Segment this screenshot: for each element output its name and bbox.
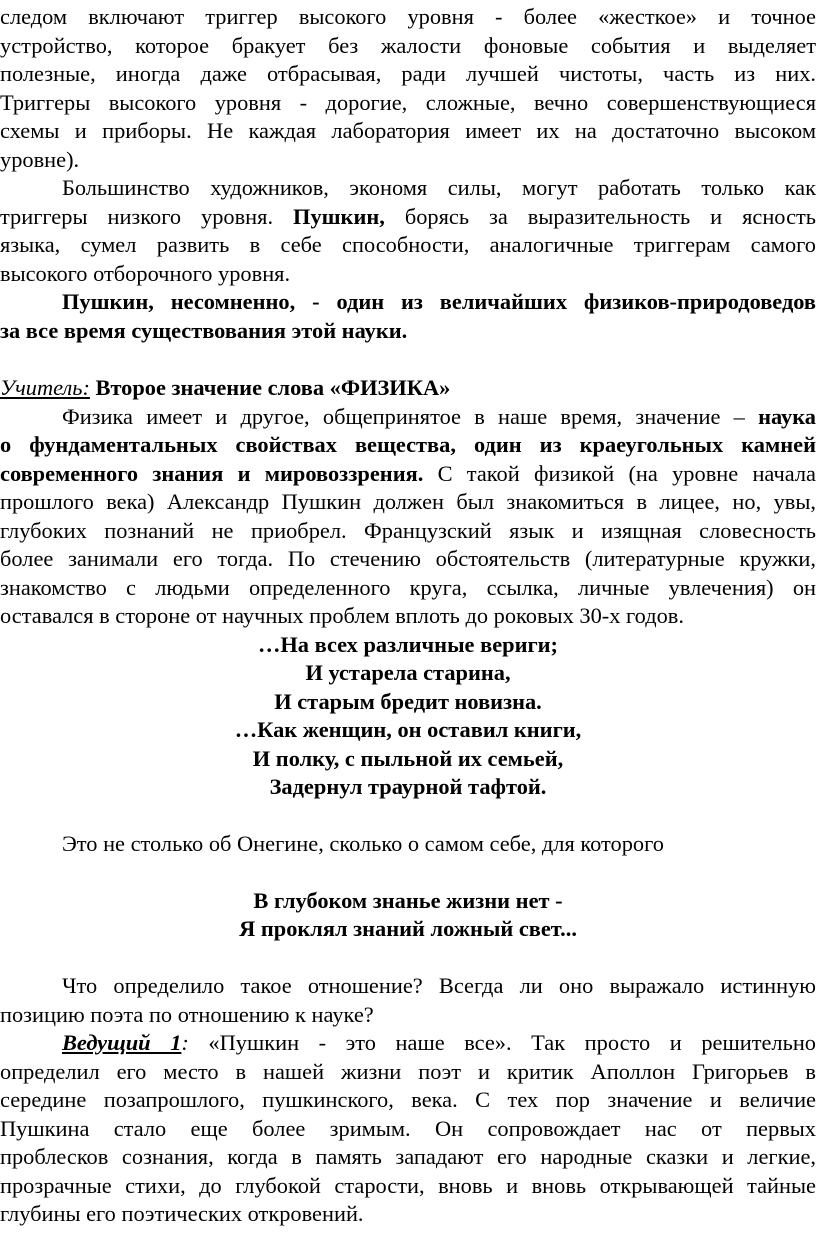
- paragraph-line: [0, 460, 816, 488]
- paragraph-line: устройство, которое бракует без жалости фоновые события и выделяет: [0, 33, 816, 58]
- paragraph-line: [62, 1029, 816, 1057]
- paragraph-line: позицию поэта по отношению к науке?: [0, 1002, 374, 1027]
- bold-statement-line: за все время существования этой науки.: [0, 318, 408, 343]
- paragraph-line: прошлого века) Александр Пушкин должен был знакомиться в лицее, но, увы,: [0, 489, 816, 514]
- bold-run: современного знания и мировоззрения.: [0, 461, 424, 486]
- paragraph-line: Пушкина стало еще более зримым. Он сопровождает нас от первых: [0, 1116, 816, 1141]
- poem-line: …На всех различные вериги;: [257, 632, 559, 657]
- paragraph-line: определил его место в нашей жизни поэт и критик Аполлон Григорьев в: [0, 1059, 816, 1084]
- paragraph-line: Это не столько об Онегине, сколько о самом себе, для которого: [62, 831, 664, 856]
- bold-statement-line: Пушкин, несомненно, - один из величайших физиков-природоведов: [62, 289, 816, 314]
- paragraph-line: Триггеры высокого уровня - дорогие, сложные, вечно совершенствующиеся: [0, 90, 816, 115]
- paragraph-line: прозрачные стихи, до глубокой старости, вновь и вновь открывающей тайные: [0, 1173, 816, 1198]
- paragraph-line: уровне).: [0, 147, 80, 172]
- bold-run: наука: [758, 404, 816, 429]
- paragraph-line: Что определило такое отношение? Всегда ли оно выражало истинную: [62, 973, 816, 998]
- poem-line: И полку, с пыльной их семьей,: [252, 746, 564, 771]
- paragraph-line: глубоких познаний не приобрел. Французский язык и изящная словесность: [0, 518, 816, 543]
- paragraph-line: о фундаментальных свойствах вещества, один из краеугольных камней: [0, 432, 816, 457]
- text-run: триггеры низкого уровня.: [0, 204, 294, 229]
- poem-line: В глубоком знанье жизни нет -: [253, 888, 563, 913]
- paragraph-line: проблесков сознания, когда в память западают его народные сказки и легкие,: [0, 1144, 816, 1169]
- speaker-label: Учитель:: [0, 375, 90, 400]
- bold-name: Пушкин,: [293, 204, 385, 229]
- poem-line: Я проклял знаний ложный свет...: [239, 916, 577, 941]
- paragraph-line: оставался в стороне от научных проблем вплоть до роковых 30-х годов.: [0, 603, 684, 628]
- paragraph-line: [0, 203, 816, 231]
- text-run: С такой физикой (на уровне начала: [423, 461, 816, 486]
- paragraph-line: Большинство художников, экономя силы, могут работать только как: [62, 175, 816, 200]
- paragraph-line: середине позапрошлого, пушкинского, века. С тех пор значение и величие: [0, 1087, 816, 1112]
- poem-line: И старым бредит новизна.: [274, 689, 542, 714]
- poem-line: Задернул траурной тафтой.: [269, 774, 547, 799]
- paragraph-line: полезные, иногда даже отбрасывая, ради лучшей чистоты, часть из них.: [0, 61, 816, 86]
- paragraph-line: языка, сумел развить в себе способности, аналогичные триггерам самого: [0, 232, 816, 257]
- paragraph-line: знакомство с людьми определенного круга, ссылка, личные увлечения) он: [0, 575, 816, 600]
- section-heading: [0, 374, 816, 402]
- paragraph-line: следом включают триггер высокого уровня - более «жесткое» и точное: [0, 4, 816, 29]
- speaker-label: Ведущий 1: [62, 1030, 182, 1055]
- poem-line: …Как женщин, он оставил книги,: [234, 717, 582, 742]
- paragraph-line: схемы и приборы. Не каждая лаборатория имеет их на достаточно высоком: [0, 118, 816, 143]
- text-run: «Пушкин - это наше все». Так просто и решительно: [188, 1030, 816, 1055]
- poem-line: И устарела старина,: [305, 660, 511, 685]
- paragraph-line: более занимали его тогда. По стечению обстоятельств (литературные кружки,: [0, 546, 816, 571]
- text-run: Физика имеет и другое, общепринятое в наше время, значение –: [62, 404, 759, 429]
- text-run: борясь за выразительность и ясность: [384, 204, 816, 229]
- paragraph-line: [62, 403, 816, 431]
- speaker-colon: :: [181, 1030, 189, 1055]
- paragraph-line: высокого отборочного уровня.: [0, 261, 291, 286]
- heading-text: Второе значение слова «ФИЗИКА»: [89, 375, 451, 400]
- paragraph-line: глубины его поэтических откровений.: [0, 1201, 364, 1226]
